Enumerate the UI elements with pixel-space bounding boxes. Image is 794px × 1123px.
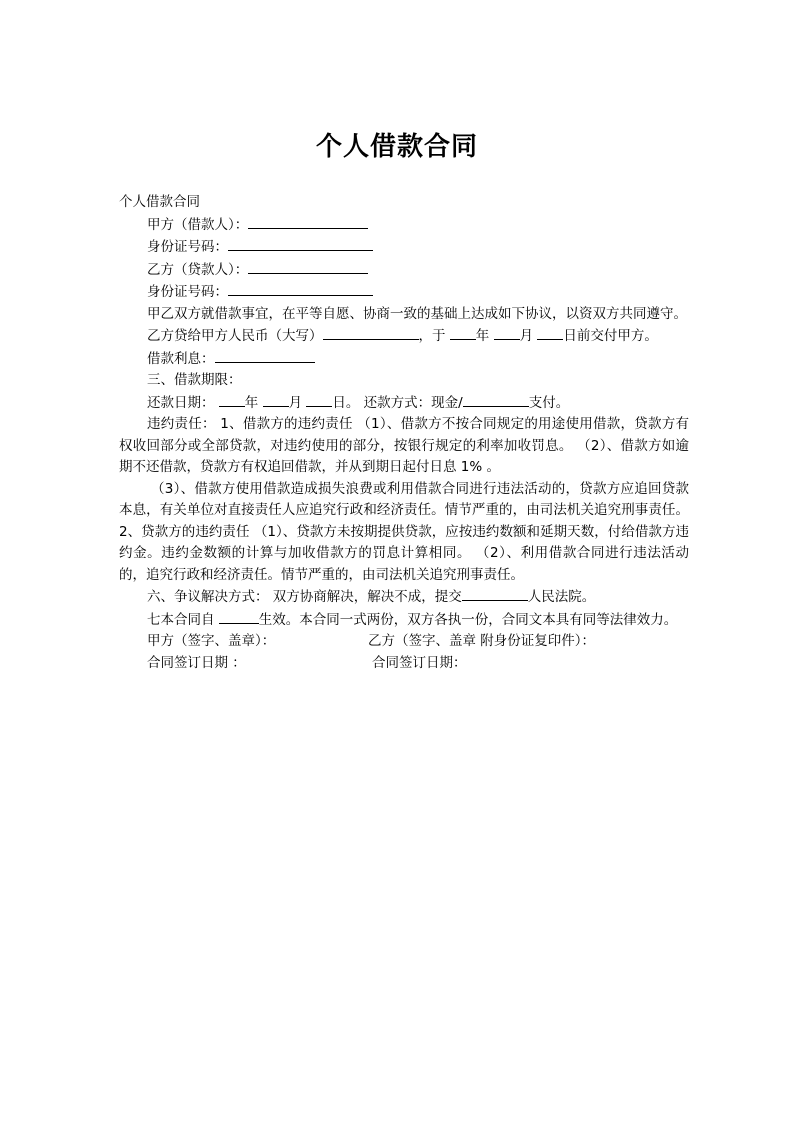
effective-suffix: 生效。本合同一式两份，双方各执一份，合同文本具有同等法律效力。 bbox=[258, 611, 678, 628]
party-b-blank[interactable] bbox=[248, 259, 368, 274]
repayment-day-blank[interactable] bbox=[306, 392, 332, 407]
sign-date-line bbox=[119, 653, 689, 675]
id-number-blank-2[interactable] bbox=[228, 281, 373, 296]
contract-body bbox=[119, 192, 689, 674]
loan-year-blank[interactable] bbox=[450, 325, 476, 340]
loan-month-label: 月 bbox=[519, 328, 538, 344]
breach-paragraph-2: （3）、借款方使用借款造成损失浪费或利用借款合同进行违法活动的，贷款方应追回贷款本息，有关单位对直接责任人应追究行政和经济责任。情节严重的，由司法机关追究刑事责任。 2、贷款方的违约责任 （1）、贷款方未按期提供贷款，应按违约数额和延期天数，付给借款方违约金。违约金数额的计算与加收借款方的罚息计算相同。 （2）、利用借款合同进行违法活动的，追究行政和经济责任。情节严重的，由司法机关追究刑事责任。 bbox=[119, 480, 689, 583]
party-b-label: 乙方（贷款人）： bbox=[147, 261, 249, 278]
loan-amount-line bbox=[119, 325, 689, 348]
repayment-date-label: 还款日期： bbox=[147, 394, 219, 411]
dispute-suffix: 人民法院。 bbox=[527, 589, 596, 605]
id-number-label-1: 身份证号码： bbox=[147, 239, 228, 255]
effective-prefix: 七本合同自 bbox=[147, 611, 219, 628]
loan-month-blank[interactable] bbox=[494, 325, 520, 340]
repayment-year-blank[interactable] bbox=[219, 392, 245, 407]
interest-blank[interactable] bbox=[215, 348, 315, 363]
party-b-line bbox=[119, 259, 689, 282]
party-a-line bbox=[119, 214, 689, 237]
loan-day-blank[interactable] bbox=[537, 325, 563, 340]
term-heading: 三、借款期限： bbox=[147, 372, 242, 388]
interest-label: 借款利息： bbox=[147, 350, 215, 367]
party-a-label: 甲方（借款人）： bbox=[147, 216, 249, 233]
repayment-month-blank[interactable] bbox=[263, 392, 289, 407]
repayment-year-label: 年 bbox=[244, 394, 263, 411]
repayment-line bbox=[119, 392, 689, 415]
breach-paragraph-1: 违约责任： 1、借款方的违约责任 （1）、借款方不按合同规定的用途使用借款，贷款方有权收回部分或全部贷款，对违约使用的部分，按银行规定的利率加收罚息。 （2）、借款方如逾期不还借款，贷款方有权追回借款，并从到期日起付日息 1% 。 bbox=[119, 416, 689, 475]
id-number-label-2: 身份证号码： bbox=[147, 284, 228, 300]
id-number-line-2 bbox=[119, 281, 689, 304]
interest-line bbox=[119, 348, 689, 371]
id-number-line-1 bbox=[119, 236, 689, 259]
effective-blank[interactable] bbox=[219, 609, 259, 624]
intro-paragraph: 甲乙双方就借款事宜，在平等自愿、协商一致的基础上达成如下协议，以资双方共同遵守。 bbox=[147, 305, 687, 322]
repayment-method-label: 还款方式：现金/ bbox=[359, 394, 463, 411]
repayment-method-blank[interactable] bbox=[463, 392, 529, 407]
loan-amount-blank[interactable] bbox=[323, 325, 419, 340]
loan-year-label: 年 bbox=[475, 328, 494, 344]
party-a-signature-label: 甲方（签字、盖章）： bbox=[147, 633, 276, 649]
loan-text-1: 乙方贷给甲方人民币（大写） bbox=[147, 328, 323, 344]
repayment-day-label: 日。 bbox=[332, 394, 360, 411]
dispute-line bbox=[119, 586, 689, 609]
effective-paragraph bbox=[119, 609, 689, 632]
party-a-sign-date-label: 合同签订日期 ： bbox=[147, 654, 246, 671]
id-number-blank-1[interactable] bbox=[228, 236, 373, 251]
loan-text-3: 日前交付甲方。 bbox=[563, 328, 658, 344]
party-b-sign-date-label: 合同签订日期： bbox=[372, 654, 467, 671]
loan-text-2: ，于 bbox=[418, 328, 450, 344]
repayment-month-label: 月 bbox=[288, 394, 307, 411]
repayment-method-suffix: 支付。 bbox=[528, 394, 570, 411]
subtitle: 个人借款合同 bbox=[119, 194, 200, 210]
court-blank[interactable] bbox=[462, 586, 528, 601]
dispute-prefix: 六、争议解决方式： 双方协商解决，解决不成，提交 bbox=[147, 589, 462, 605]
party-b-signature-label: 乙方（签字、盖章 附身份证复印件）： bbox=[368, 633, 596, 649]
signature-line bbox=[119, 631, 689, 653]
document-title: 个人借款合同 bbox=[315, 132, 478, 162]
party-a-blank[interactable] bbox=[248, 214, 368, 229]
